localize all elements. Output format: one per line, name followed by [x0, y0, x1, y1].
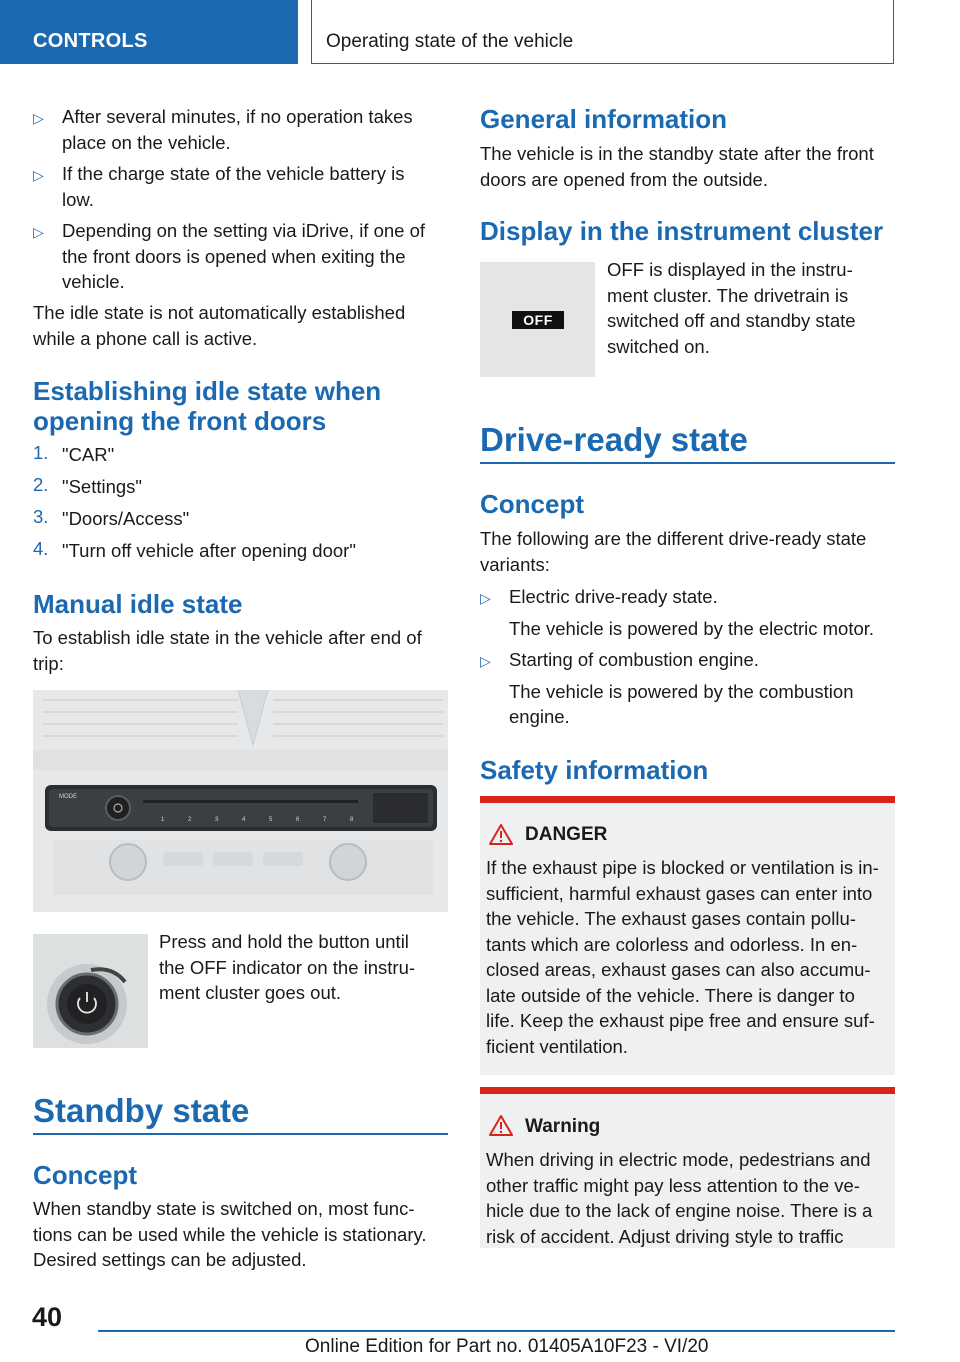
drive-concept-text: The following are the different drive-ready state variants:	[480, 528, 867, 575]
standby-rule	[33, 1133, 448, 1135]
radio-mode-label: MODE	[59, 794, 77, 800]
danger-text: If the exhaust pipe is blocked or ventilation is in- sufficient, harmful exhaust gases can enter into the vehicle. The exhaust gases contain pollu- tants which are colorless and odorless. In en- closed areas, exhaust gases can also accumu- late outside of the vehicle. There is danger to life. Keep the exhaust pipe free and ensure suf- ficient ventilation.	[486, 857, 879, 1057]
step-number: 3.	[33, 506, 49, 527]
off-indicator-image	[480, 262, 595, 377]
footer-rule	[98, 1330, 895, 1332]
warning-text: When driving in electric mode, pedestrians and other traffic might pay less attention to the ve- hicle due to the lack of engine noise. There is a risk of accident. Adjust driving style to traffic	[486, 1149, 873, 1247]
warning-box	[480, 1094, 895, 1248]
step-text: "CAR"	[62, 444, 115, 465]
bullet-item-1: After several minutes, if no operation takes place on the vehicle.	[62, 106, 413, 153]
bullet-item-3: Depending on the setting via iDrive, if one of the front doors is opened when exiting the vehicle.	[62, 220, 426, 292]
standby-concept-heading: Concept	[33, 1160, 137, 1190]
press-text: Press and hold the button until the OFF indicator on the instru- ment cluster goes out.	[159, 931, 416, 1003]
step-text: "Doors/Access"	[62, 508, 190, 529]
danger-title: DANGER	[525, 824, 608, 845]
warning-bar	[480, 1087, 895, 1094]
power-button-illustration	[33, 934, 148, 1048]
manual-text: To establish idle state in the vehicle after end of trip:	[33, 627, 422, 674]
footer-edition: Online Edition for Part no. 01405A10F23 - VI/20	[305, 1336, 709, 1357]
warning-triangle-icon	[488, 1114, 514, 1137]
danger-box	[480, 803, 895, 1075]
warning-triangle-icon	[488, 823, 514, 846]
step-number: 1.	[33, 442, 49, 463]
off-indicator: OFF	[512, 311, 564, 329]
center-console-illustration	[33, 690, 448, 912]
radio-preset-label: 3	[215, 817, 219, 823]
display-heading: Display in the instrument cluster	[480, 216, 884, 246]
radio-preset-label: 1	[161, 817, 165, 823]
display-text: OFF is displayed in the instru- ment cluster. The drivetrain is switched off and standby state switched on.	[607, 259, 856, 357]
bullet-triangle-icon: ▷	[33, 167, 44, 183]
safety-heading: Safety information	[480, 755, 709, 785]
header-section-tab	[0, 0, 298, 64]
danger-bar	[480, 796, 895, 803]
step-text: "Turn off vehicle after opening door"	[62, 540, 356, 561]
power-button-image	[33, 934, 148, 1048]
radio-preset-label: 7	[323, 817, 327, 823]
general-text: The vehicle is in the standby state after the front doors are opened from the outside.	[480, 143, 874, 190]
drive-ready-rule	[480, 462, 895, 464]
center-console-image	[33, 690, 448, 912]
bullet-triangle-icon: ▷	[33, 110, 44, 126]
step-number: 4.	[33, 538, 49, 559]
establish-heading: Establishing idle state when opening the front doors	[33, 376, 382, 436]
bullet-triangle-icon: ▷	[33, 224, 44, 240]
header-section-label: CONTROLS	[33, 30, 148, 52]
step-number: 2.	[33, 474, 49, 495]
drive-concept-heading: Concept	[480, 489, 584, 519]
idle-note: The idle state is not automatically established while a phone call is active.	[33, 302, 406, 349]
standby-heading: Standby state	[33, 1092, 250, 1129]
radio-preset-label: 4	[242, 817, 246, 823]
manual-heading: Manual idle state	[33, 589, 243, 619]
radio-preset-label: 6	[296, 817, 300, 823]
radio-preset-label: 5	[269, 817, 273, 823]
variant-item-1: Electric drive-ready state. The vehicle is powered by the electric motor.	[509, 586, 875, 639]
warning-title: Warning	[525, 1116, 601, 1137]
step-text: "Settings"	[62, 476, 142, 497]
radio-preset-label: 8	[350, 817, 354, 823]
bullet-triangle-icon: ▷	[480, 653, 491, 669]
standby-concept-text: When standby state is switched on, most func- tions can be used while the vehicle is stationary. Desired settings can be adjusted.	[33, 1198, 427, 1270]
drive-ready-heading: Drive-ready state	[480, 421, 748, 458]
variant-item-2: Starting of combustion engine. The vehicle is powered by the combustion engine.	[509, 649, 854, 727]
bullet-triangle-icon: ▷	[480, 590, 491, 606]
bullet-item-2: If the charge state of the vehicle battery is low.	[62, 163, 405, 210]
header-chapter-label: Operating state of the vehicle	[326, 31, 574, 52]
general-heading: General information	[480, 104, 728, 134]
page-number: 40	[32, 1302, 63, 1332]
header-chapter	[311, 0, 894, 64]
radio-preset-label: 2	[188, 817, 192, 823]
